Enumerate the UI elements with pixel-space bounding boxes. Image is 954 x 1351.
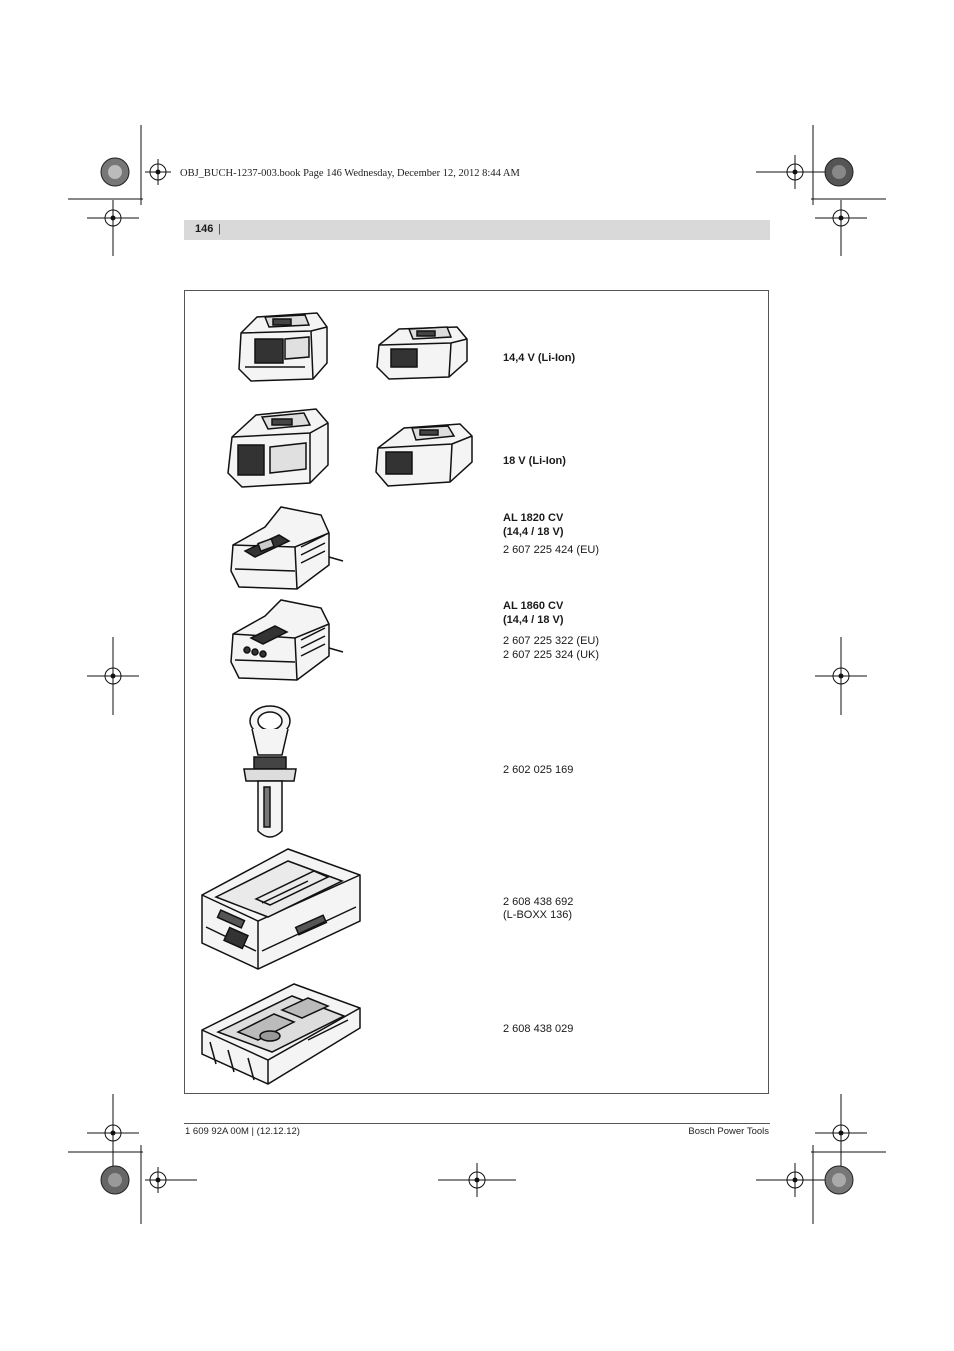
lboxx-number: 2 608 438 692 (503, 896, 574, 908)
charger-al1860-title: AL 1860 CV (503, 600, 564, 612)
charger-al1860-number-eu: 2 607 225 322 (EU) (503, 635, 600, 647)
page-number: 146 (195, 223, 214, 235)
charger-al1860-illustration (225, 598, 350, 686)
footer-brand: Bosch Power Tools (688, 1126, 769, 1137)
lboxx-illustration (196, 845, 364, 971)
lboxx-name: (L-BOXX 136) (503, 909, 573, 921)
charger-al1820-subtitle: (14,4 / 18 V) (503, 526, 564, 538)
insert-number: 2 608 438 029 (503, 1023, 574, 1035)
auxiliary-handle-illustration (240, 703, 300, 841)
footer-divider (184, 1123, 770, 1124)
footer-doc-number: 1 609 92A 00M | (12.12.12) (185, 1126, 300, 1137)
battery-large-18v-illustration (226, 403, 334, 491)
lboxx-insert-illustration (198, 980, 364, 1088)
charger-al1820-title: AL 1820 CV (503, 512, 564, 524)
battery-compact-14v-illustration (375, 315, 470, 387)
battery-compact-18v-illustration (374, 414, 476, 490)
aux-handle-number: 2 602 025 169 (503, 764, 574, 776)
header-separator: | (218, 223, 221, 235)
charger-al1860-number-uk: 2 607 225 324 (UK) (503, 649, 600, 661)
battery-14v-title: 14,4 V (Li-Ion) (503, 352, 576, 364)
battery-large-14v-illustration (235, 305, 335, 385)
charger-al1820-number-eu: 2 607 225 424 (EU) (503, 544, 600, 556)
printer-mark: OBJ_BUCH-1237-003.book Page 146 Wednesday, December 12, 2012 8:44 AM (180, 168, 520, 179)
charger-al1860-subtitle: (14,4 / 18 V) (503, 614, 564, 626)
battery-18v-title: 18 V (Li-Ion) (503, 455, 566, 467)
header-bar (184, 220, 770, 240)
charger-al1820-illustration (225, 505, 350, 593)
